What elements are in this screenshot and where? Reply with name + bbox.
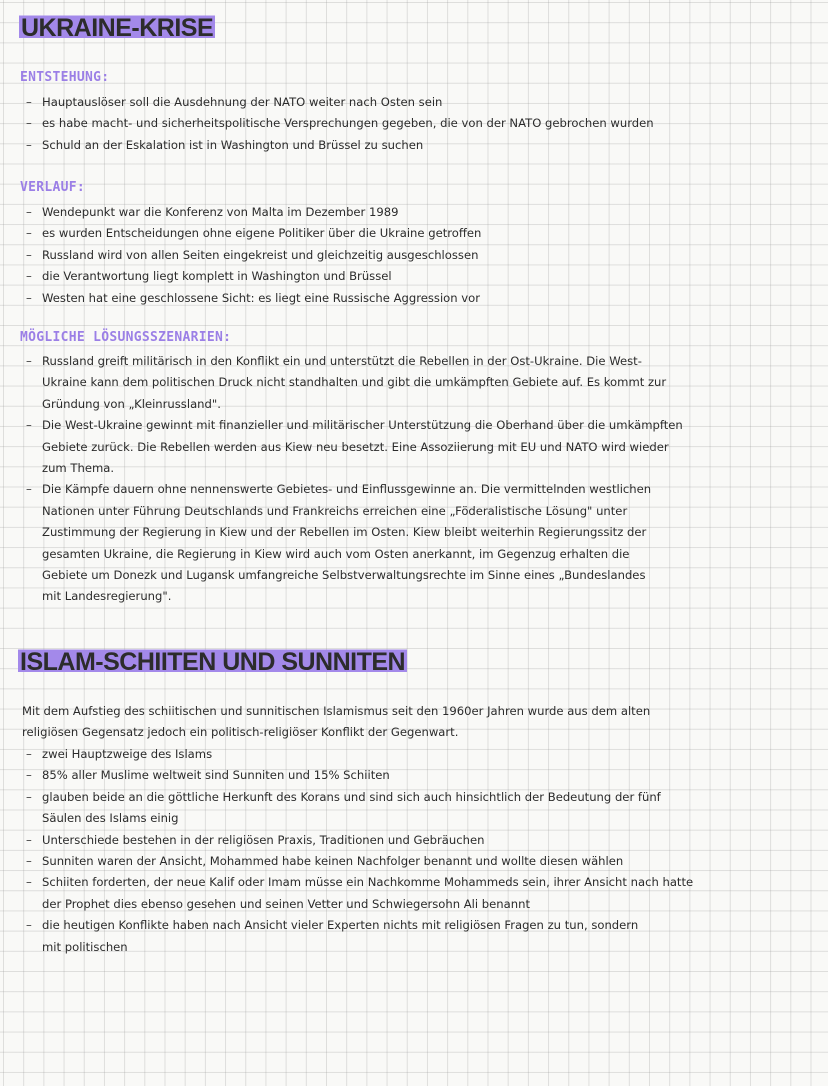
list-item bbox=[0, 787, 693, 830]
list-item-line: – Die Kämpfe dauern ohne nennenswerte Gebietes- und Einflussgewinne an. Die vermittelnden westlichen bbox=[42, 482, 652, 497]
list-item bbox=[0, 872, 693, 915]
list-item-line: – Russland greift militärisch in den Konflikt ein und unterstützt die Rebellen in der Ost-Ukraine. Die West- bbox=[42, 354, 642, 368]
list-item: – es habe macht- und sicherheitspolitische Versprechungen gegeben, die von der NATO gebrochen wurden bbox=[0, 113, 654, 134]
intro-paragraph bbox=[22, 701, 650, 744]
list-item: – die Verantwortung liegt komplett in Washington und Brüssel bbox=[0, 266, 481, 287]
list-item-line: – 85% aller Muslime weltweit sind Sunniten und 15% Schiiten bbox=[42, 768, 390, 783]
list-item-line: Säulen des Islams einig bbox=[42, 811, 179, 826]
list-item bbox=[0, 851, 693, 872]
intro-line: Mit dem Aufstieg des schiitischen und sunnitischen Islamismus seit den 1960er Jahren wurde aus dem alten bbox=[22, 704, 651, 718]
list-item-line: mit politischen bbox=[42, 939, 128, 954]
list-entstehung bbox=[0, 92, 654, 156]
list-item-line: – Schiiten forderten, der neue Kalif oder Imam müsse ein Nachkomme Mohammeds sein, ihrer Ansicht nach hatte bbox=[42, 875, 694, 890]
list-item-line: Gründung von „Kleinrussland". bbox=[42, 396, 221, 411]
list-item: – es wurden Entscheidungen ohne eigene Politiker über die Ukraine getroffen bbox=[0, 223, 481, 244]
list-item bbox=[0, 765, 693, 786]
list-item-line: Gebiete um Donezk und Lugansk umfangreiche Selbstverwaltungsrechte im Sinne eines „Bundeslandes bbox=[42, 568, 646, 583]
list-item bbox=[0, 744, 693, 765]
list-item-line: Ukraine kann dem politischen Druck nicht standhalten und gibt die umkämpften Gebiete auf. Es kommt zur bbox=[42, 375, 667, 390]
list-item-line: – die heutigen Konflikte haben nach Ansicht vieler Experten nichts mit religiösen Fragen zu tun, sondern bbox=[42, 918, 639, 933]
title-ukraine-krise: UKRAINE-KRISE bbox=[21, 14, 214, 42]
list-item bbox=[0, 915, 693, 958]
list-item: – Hauptauslöser soll die Ausdehnung der NATO weiter nach Osten sein bbox=[0, 92, 654, 113]
list-item bbox=[0, 479, 683, 607]
list-item: – Wendepunkt war die Konferenz von Malta im Dezember 1989 bbox=[0, 202, 481, 223]
list-item: – Schuld an der Eskalation ist in Washington und Brüssel zu suchen bbox=[0, 135, 654, 156]
list-item-line: Zustimmung der Regierung in Kiew und der Rebellen im Osten. Kiew bleibt weiterhin Regierungssitz der bbox=[42, 525, 647, 540]
list-item bbox=[0, 351, 683, 415]
list-item-line: der Prophet dies ebenso gesehen und seinen Vetter und Schwiegersohn Ali benannt bbox=[42, 896, 530, 911]
list-item-line: – zwei Hauptzweige des Islams bbox=[42, 747, 213, 761]
list-item-line: Gebiete zurück. Die Rebellen werden aus Kiew neu besetzt. Eine Assoziierung mit EU und NATO wird wieder bbox=[42, 439, 669, 454]
list-item-line: mit Landesregierung". bbox=[42, 589, 172, 604]
list-item bbox=[0, 415, 683, 479]
list-item-line: gesamten Ukraine, die Regierung in Kiew wird auch vom Osten anerkannt, im Gegenzug erhalten die bbox=[42, 546, 630, 561]
heading-verlauf: VERLAUF: bbox=[20, 180, 86, 195]
list-islam bbox=[0, 744, 693, 958]
intro-line: religiösen Gegensatz jedoch ein politisch-religiöser Konflikt der Gegenwart. bbox=[22, 725, 459, 740]
list-item-line: zum Thema. bbox=[42, 461, 115, 476]
list-item-line: – Die West-Ukraine gewinnt mit finanzieller und militärischer Unterstützung die Oberhand über die umkämpften bbox=[42, 418, 683, 433]
list-item: – Westen hat eine geschlossene Sicht: es liegt eine Russische Aggression vor bbox=[0, 288, 481, 309]
list-item-line: Nationen unter Führung Deutschlands und Frankreichs erreichen eine „Föderalistische Lösung" unter bbox=[42, 503, 628, 518]
list-item-line: – Sunniten waren der Ansicht, Mohammed habe keinen Nachfolger benannt und wollte diesen wählen bbox=[42, 854, 624, 869]
heading-entstehung: ENTSTEHUNG: bbox=[20, 70, 110, 85]
title-islam: ISLAM-SCHIITEN UND SUNNITEN bbox=[20, 648, 406, 676]
list-verlauf bbox=[0, 202, 481, 309]
heading-loesungsszenarien: MÖGLICHE LÖSUNGSSZENARIEN: bbox=[20, 330, 232, 345]
list-item-line: – glauben beide an die göttliche Herkunft des Korans und sind sich auch hinsichtlich der Bedeutung der fünf bbox=[42, 789, 661, 804]
list-item: – Russland wird von allen Seiten eingekreist und gleichzeitig ausgeschlossen bbox=[0, 245, 481, 266]
list-loesungsszenarien bbox=[0, 351, 683, 608]
list-item-line: – Unterschiede bestehen in der religiösen Praxis, Traditionen und Gebräuchen bbox=[42, 832, 485, 847]
list-item bbox=[0, 830, 693, 851]
